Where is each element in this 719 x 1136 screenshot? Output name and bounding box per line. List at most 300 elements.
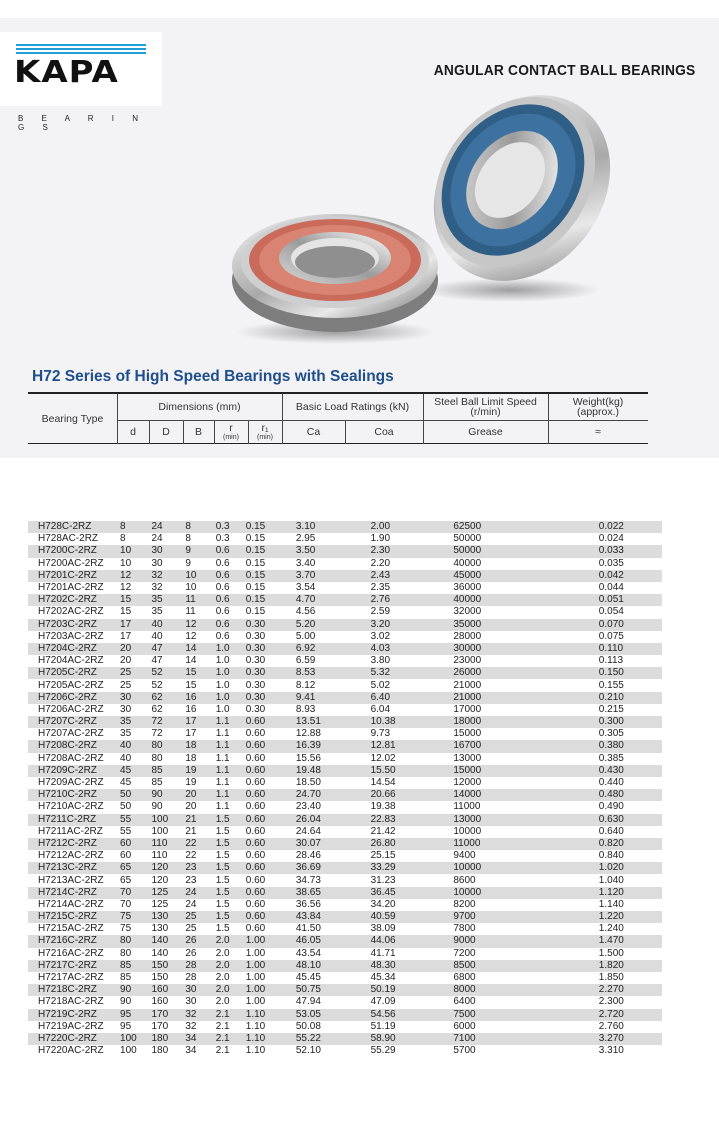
cell-width: 34 <box>177 1033 207 1045</box>
cell-inner-diameter: 15 <box>112 594 143 606</box>
table-row <box>28 594 662 606</box>
cell-outer-diameter: 110 <box>143 850 177 862</box>
cell-inner-diameter: 85 <box>112 972 143 984</box>
cell-weight: 0.305 <box>561 728 662 740</box>
table-row <box>28 765 662 777</box>
cell-r-min: 1.0 <box>208 704 238 716</box>
cell-outer-diameter: 62 <box>143 704 177 716</box>
cell-r1-min: 0.15 <box>238 606 282 618</box>
cell-bearing-type: H7217AC-2RZ <box>28 972 112 984</box>
cell-ca: 45.45 <box>282 972 357 984</box>
cell-r1-min: 1.00 <box>238 996 282 1008</box>
cell-r1-min: 0.60 <box>238 874 282 886</box>
cell-outer-diameter: 85 <box>143 765 177 777</box>
cell-inner-diameter: 25 <box>112 679 143 691</box>
cell-ca: 3.50 <box>282 545 357 557</box>
cell-limit-speed: 23000 <box>439 655 560 667</box>
table-row <box>28 984 662 996</box>
cell-coa: 6.04 <box>357 704 440 716</box>
cell-r1-min: 0.30 <box>238 631 282 643</box>
cell-weight: 0.113 <box>561 655 662 667</box>
cell-outer-diameter: 47 <box>143 643 177 655</box>
cell-r-min: 1.1 <box>208 765 238 777</box>
header-r-label: r <box>229 422 233 435</box>
table-row <box>28 996 662 1008</box>
cell-inner-diameter: 20 <box>112 655 143 667</box>
cell-width: 12 <box>177 631 207 643</box>
cell-bearing-type: H7204AC-2RZ <box>28 655 112 667</box>
table-row <box>28 704 662 716</box>
cell-limit-speed: 9400 <box>439 850 560 862</box>
cell-width: 24 <box>177 899 207 911</box>
header-D: D <box>162 425 170 438</box>
cell-coa: 40.59 <box>357 911 440 923</box>
cell-width: 24 <box>177 887 207 899</box>
cell-ca: 12.88 <box>282 728 357 740</box>
cell-width: 32 <box>177 1021 207 1033</box>
cell-weight: 2.760 <box>561 1021 662 1033</box>
cell-inner-diameter: 10 <box>112 558 143 570</box>
cell-r1-min: 1.00 <box>238 948 282 960</box>
cell-limit-speed: 7200 <box>439 948 560 960</box>
cell-weight: 0.820 <box>561 838 662 850</box>
cell-weight: 0.380 <box>561 740 662 752</box>
cell-limit-speed: 30000 <box>439 643 560 655</box>
cell-r-min: 0.6 <box>208 582 238 594</box>
table-row <box>28 960 662 972</box>
cell-limit-speed: 10000 <box>439 862 560 874</box>
cell-r-min: 1.1 <box>208 716 238 728</box>
cell-weight: 0.155 <box>561 679 662 691</box>
cell-coa: 2.00 <box>357 521 440 533</box>
cell-outer-diameter: 85 <box>143 777 177 789</box>
cell-coa: 2.59 <box>357 606 440 618</box>
cell-coa: 2.35 <box>357 582 440 594</box>
cell-limit-speed: 10000 <box>439 826 560 838</box>
cell-r-min: 1.5 <box>208 899 238 911</box>
cell-r-min: 0.6 <box>208 545 238 557</box>
cell-outer-diameter: 110 <box>143 838 177 850</box>
cell-r1-min: 0.60 <box>238 740 282 752</box>
cell-r-min: 1.1 <box>208 801 238 813</box>
cell-ca: 3.40 <box>282 558 357 570</box>
cell-bearing-type: H7212AC-2RZ <box>28 850 112 862</box>
cell-limit-speed: 11000 <box>439 838 560 850</box>
cell-coa: 2.30 <box>357 545 440 557</box>
cell-limit-speed: 18000 <box>439 716 560 728</box>
cell-r-min: 1.1 <box>208 753 238 765</box>
header-r1 <box>248 420 282 444</box>
cell-weight: 0.490 <box>561 801 662 813</box>
cell-outer-diameter: 80 <box>143 740 177 752</box>
cell-width: 26 <box>177 948 207 960</box>
cell-r1-min: 0.60 <box>238 716 282 728</box>
cell-width: 20 <box>177 801 207 813</box>
cell-outer-diameter: 180 <box>143 1045 177 1057</box>
cell-coa: 51.19 <box>357 1021 440 1033</box>
table-row <box>28 814 662 826</box>
cell-ca: 46.05 <box>282 935 357 947</box>
cell-outer-diameter: 90 <box>143 801 177 813</box>
cell-inner-diameter: 40 <box>112 740 143 752</box>
cell-outer-diameter: 30 <box>143 558 177 570</box>
cell-r1-min: 0.60 <box>238 887 282 899</box>
cell-bearing-type: H7217C-2RZ <box>28 960 112 972</box>
header-bearing-type: Bearing Type <box>41 412 104 425</box>
cell-bearing-type: H7208AC-2RZ <box>28 753 112 765</box>
cell-width: 28 <box>177 972 207 984</box>
table-row <box>28 972 662 984</box>
cell-inner-diameter: 35 <box>112 716 143 728</box>
cell-bearing-type: H7214AC-2RZ <box>28 899 112 911</box>
cell-outer-diameter: 40 <box>143 631 177 643</box>
cell-r-min: 2.0 <box>208 948 238 960</box>
cell-outer-diameter: 125 <box>143 887 177 899</box>
cell-limit-speed: 5700 <box>439 1045 560 1057</box>
cell-ca: 18.50 <box>282 777 357 789</box>
cell-inner-diameter: 100 <box>112 1033 143 1045</box>
cell-weight: 0.480 <box>561 789 662 801</box>
header-r-min: (min) <box>223 433 239 441</box>
cell-width: 30 <box>177 996 207 1008</box>
cell-outer-diameter: 100 <box>143 826 177 838</box>
header-limit-speed <box>423 394 548 420</box>
cell-r1-min: 1.00 <box>238 972 282 984</box>
cell-limit-speed: 35000 <box>439 619 560 631</box>
cell-bearing-type: H7206AC-2RZ <box>28 704 112 716</box>
cell-limit-speed: 8500 <box>439 960 560 972</box>
table-row <box>28 777 662 789</box>
cell-r1-min: 1.10 <box>238 1045 282 1057</box>
cell-ca: 19.48 <box>282 765 357 777</box>
table-row <box>28 838 662 850</box>
cell-bearing-type: H7213AC-2RZ <box>28 874 112 886</box>
header-r1-label: r₁ <box>261 422 269 435</box>
cell-r1-min: 0.15 <box>238 570 282 582</box>
cell-outer-diameter: 140 <box>143 935 177 947</box>
cell-bearing-type: H7213C-2RZ <box>28 862 112 874</box>
cell-width: 30 <box>177 984 207 996</box>
cell-r-min: 2.1 <box>208 1045 238 1057</box>
cell-bearing-type: H7214C-2RZ <box>28 887 112 899</box>
cell-r-min: 0.3 <box>208 521 238 533</box>
cell-r-min: 1.0 <box>208 692 238 704</box>
cell-r-min: 1.5 <box>208 923 238 935</box>
table-row <box>28 789 662 801</box>
cell-outer-diameter: 24 <box>143 533 177 545</box>
cell-r-min: 1.0 <box>208 679 238 691</box>
cell-inner-diameter: 95 <box>112 1009 143 1021</box>
cell-r-min: 1.5 <box>208 814 238 826</box>
table-row <box>28 679 662 691</box>
cell-limit-speed: 7500 <box>439 1009 560 1021</box>
cell-ca: 2.95 <box>282 533 357 545</box>
cell-r-min: 1.5 <box>208 850 238 862</box>
cell-r1-min: 0.30 <box>238 643 282 655</box>
cell-width: 14 <box>177 655 207 667</box>
cell-coa: 9.73 <box>357 728 440 740</box>
cell-coa: 4.03 <box>357 643 440 655</box>
cell-ca: 24.64 <box>282 826 357 838</box>
table-row <box>28 582 662 594</box>
cell-bearing-type: H7211C-2RZ <box>28 814 112 826</box>
cell-width: 20 <box>177 789 207 801</box>
cell-bearing-type: H7202AC-2RZ <box>28 606 112 618</box>
cell-bearing-type: H7207AC-2RZ <box>28 728 112 740</box>
cell-ca: 30.07 <box>282 838 357 850</box>
cell-coa: 2.43 <box>357 570 440 582</box>
header-ca: Ca <box>306 425 321 438</box>
cell-coa: 44.06 <box>357 935 440 947</box>
cell-coa: 3.20 <box>357 619 440 631</box>
cell-limit-speed: 13000 <box>439 753 560 765</box>
cell-limit-speed: 9700 <box>439 911 560 923</box>
table-row <box>28 631 662 643</box>
cell-width: 9 <box>177 545 207 557</box>
cell-limit-speed: 40000 <box>439 594 560 606</box>
cell-limit-speed: 8600 <box>439 874 560 886</box>
cell-bearing-type: H728AC-2RZ <box>28 533 112 545</box>
cell-inner-diameter: 35 <box>112 728 143 740</box>
cell-ca: 16.39 <box>282 740 357 752</box>
cell-r-min: 2.0 <box>208 984 238 996</box>
cell-ca: 50.08 <box>282 1021 357 1033</box>
cell-width: 22 <box>177 838 207 850</box>
cell-bearing-type: H7210C-2RZ <box>28 789 112 801</box>
cell-weight: 3.310 <box>561 1045 662 1057</box>
cell-r1-min: 1.10 <box>238 1021 282 1033</box>
table-row <box>28 1033 662 1045</box>
cell-coa: 25.15 <box>357 850 440 862</box>
cell-coa: 14.54 <box>357 777 440 789</box>
table-row <box>28 643 662 655</box>
cell-inner-diameter: 60 <box>112 838 143 850</box>
cell-r1-min: 0.60 <box>238 753 282 765</box>
cell-inner-diameter: 100 <box>112 1045 143 1057</box>
cell-r1-min: 0.30 <box>238 619 282 631</box>
table-row <box>28 667 662 679</box>
cell-bearing-type: H7216AC-2RZ <box>28 948 112 960</box>
cell-ca: 50.75 <box>282 984 357 996</box>
cell-width: 23 <box>177 862 207 874</box>
table-row <box>28 533 662 545</box>
cell-inner-diameter: 75 <box>112 923 143 935</box>
cell-limit-speed: 45000 <box>439 570 560 582</box>
table-row <box>28 521 662 533</box>
cell-limit-speed: 7800 <box>439 923 560 935</box>
table-row <box>28 874 662 886</box>
cell-weight: 2.270 <box>561 984 662 996</box>
cell-weight: 0.300 <box>561 716 662 728</box>
cell-limit-speed: 11000 <box>439 801 560 813</box>
cell-coa: 19.38 <box>357 801 440 813</box>
table-row <box>28 1009 662 1021</box>
cell-weight: 0.150 <box>561 667 662 679</box>
table-row <box>28 716 662 728</box>
cell-ca: 48.10 <box>282 960 357 972</box>
cell-coa: 58.90 <box>357 1033 440 1045</box>
logo-wordmark: KAPA <box>14 54 119 90</box>
cell-inner-diameter: 8 <box>112 521 143 533</box>
cell-r1-min: 0.15 <box>238 545 282 557</box>
cell-weight: 0.210 <box>561 692 662 704</box>
cell-inner-diameter: 50 <box>112 801 143 813</box>
cell-coa: 5.32 <box>357 667 440 679</box>
cell-bearing-type: H7201AC-2RZ <box>28 582 112 594</box>
table-row <box>28 801 662 813</box>
cell-outer-diameter: 30 <box>143 545 177 557</box>
table-row <box>28 570 662 582</box>
cell-weight: 1.500 <box>561 948 662 960</box>
cell-width: 28 <box>177 960 207 972</box>
cell-inner-diameter: 80 <box>112 948 143 960</box>
cell-r-min: 1.0 <box>208 643 238 655</box>
cell-inner-diameter: 15 <box>112 606 143 618</box>
cell-limit-speed: 13000 <box>439 814 560 826</box>
cell-inner-diameter: 12 <box>112 582 143 594</box>
cell-inner-diameter: 40 <box>112 753 143 765</box>
cell-ca: 28.46 <box>282 850 357 862</box>
cell-outer-diameter: 130 <box>143 923 177 935</box>
cell-weight: 1.820 <box>561 960 662 972</box>
cell-limit-speed: 7100 <box>439 1033 560 1045</box>
red-seal-bearing <box>232 214 438 344</box>
cell-weight: 1.220 <box>561 911 662 923</box>
cell-weight: 0.630 <box>561 814 662 826</box>
cell-weight: 0.110 <box>561 643 662 655</box>
cell-limit-speed: 26000 <box>439 667 560 679</box>
cell-inner-diameter: 45 <box>112 777 143 789</box>
cell-inner-diameter: 12 <box>112 570 143 582</box>
table-row <box>28 911 662 923</box>
table-row <box>28 923 662 935</box>
cell-inner-diameter: 90 <box>112 996 143 1008</box>
cell-outer-diameter: 130 <box>143 911 177 923</box>
cell-bearing-type: H7209AC-2RZ <box>28 777 112 789</box>
cell-inner-diameter: 65 <box>112 874 143 886</box>
bearing-spec-table <box>28 521 662 1057</box>
cell-ca: 47.94 <box>282 996 357 1008</box>
cell-weight: 0.024 <box>561 533 662 545</box>
header-dimensions: Dimensions (mm) <box>158 400 241 413</box>
cell-limit-speed: 8200 <box>439 899 560 911</box>
cell-bearing-type: H7212C-2RZ <box>28 838 112 850</box>
cell-ca: 6.92 <box>282 643 357 655</box>
cell-outer-diameter: 150 <box>143 960 177 972</box>
cell-limit-speed: 50000 <box>439 533 560 545</box>
cell-outer-diameter: 160 <box>143 996 177 1008</box>
cell-ca: 43.54 <box>282 948 357 960</box>
column-header-table <box>28 392 648 444</box>
cell-outer-diameter: 52 <box>143 667 177 679</box>
cell-coa: 3.02 <box>357 631 440 643</box>
cell-inner-diameter: 10 <box>112 545 143 557</box>
cell-coa: 6.40 <box>357 692 440 704</box>
cell-outer-diameter: 52 <box>143 679 177 691</box>
cell-coa: 54.56 <box>357 1009 440 1021</box>
cell-bearing-type: H7215C-2RZ <box>28 911 112 923</box>
header-r <box>214 420 248 444</box>
cell-outer-diameter: 72 <box>143 716 177 728</box>
cell-r1-min: 0.60 <box>238 850 282 862</box>
cell-inner-diameter: 65 <box>112 862 143 874</box>
cell-width: 8 <box>177 533 207 545</box>
table-row <box>28 899 662 911</box>
cell-coa: 2.20 <box>357 558 440 570</box>
cell-width: 9 <box>177 558 207 570</box>
header-speed-line2: (r/min) <box>470 406 501 418</box>
cell-limit-speed: 16700 <box>439 740 560 752</box>
cell-coa: 20.66 <box>357 789 440 801</box>
cell-width: 19 <box>177 765 207 777</box>
cell-outer-diameter: 170 <box>143 1009 177 1021</box>
cell-outer-diameter: 47 <box>143 655 177 667</box>
table-row <box>28 948 662 960</box>
cell-ca: 53.05 <box>282 1009 357 1021</box>
cell-ca: 5.00 <box>282 631 357 643</box>
cell-width: 22 <box>177 850 207 862</box>
cell-r1-min: 0.30 <box>238 679 282 691</box>
header-coa: Coa <box>374 425 394 438</box>
cell-outer-diameter: 32 <box>143 582 177 594</box>
cell-inner-diameter: 8 <box>112 533 143 545</box>
cell-inner-diameter: 20 <box>112 643 143 655</box>
cell-outer-diameter: 32 <box>143 570 177 582</box>
bearings-product-image <box>210 80 620 350</box>
cell-coa: 31.23 <box>357 874 440 886</box>
cell-weight: 0.051 <box>561 594 662 606</box>
cell-ca: 24.70 <box>282 789 357 801</box>
cell-weight: 0.430 <box>561 765 662 777</box>
cell-limit-speed: 28000 <box>439 631 560 643</box>
cell-weight: 0.035 <box>561 558 662 570</box>
table-row <box>28 558 662 570</box>
cell-outer-diameter: 120 <box>143 862 177 874</box>
cell-coa: 36.45 <box>357 887 440 899</box>
cell-inner-diameter: 60 <box>112 850 143 862</box>
bearing-spec-rows <box>28 521 662 1057</box>
cell-width: 11 <box>177 606 207 618</box>
cell-coa: 34.20 <box>357 899 440 911</box>
cell-r1-min: 0.15 <box>238 594 282 606</box>
cell-r-min: 1.1 <box>208 777 238 789</box>
cell-bearing-type: H7200C-2RZ <box>28 545 112 557</box>
cell-r-min: 0.6 <box>208 558 238 570</box>
cell-bearing-type: H7206C-2RZ <box>28 692 112 704</box>
cell-weight: 1.020 <box>561 862 662 874</box>
table-row <box>28 1045 662 1057</box>
cell-r1-min: 0.30 <box>238 704 282 716</box>
cell-ca: 4.56 <box>282 606 357 618</box>
cell-width: 25 <box>177 911 207 923</box>
cell-inner-diameter: 80 <box>112 935 143 947</box>
cell-limit-speed: 21000 <box>439 692 560 704</box>
cell-width: 17 <box>177 728 207 740</box>
cell-coa: 10.38 <box>357 716 440 728</box>
cell-inner-diameter: 25 <box>112 667 143 679</box>
cell-limit-speed: 32000 <box>439 606 560 618</box>
cell-outer-diameter: 150 <box>143 972 177 984</box>
cell-r-min: 2.1 <box>208 1033 238 1045</box>
table-row <box>28 887 662 899</box>
cell-outer-diameter: 125 <box>143 899 177 911</box>
cell-r-min: 2.0 <box>208 935 238 947</box>
cell-width: 8 <box>177 521 207 533</box>
cell-limit-speed: 14000 <box>439 789 560 801</box>
cell-r1-min: 0.60 <box>238 789 282 801</box>
cell-bearing-type: H7220AC-2RZ <box>28 1045 112 1057</box>
cell-r-min: 1.5 <box>208 911 238 923</box>
